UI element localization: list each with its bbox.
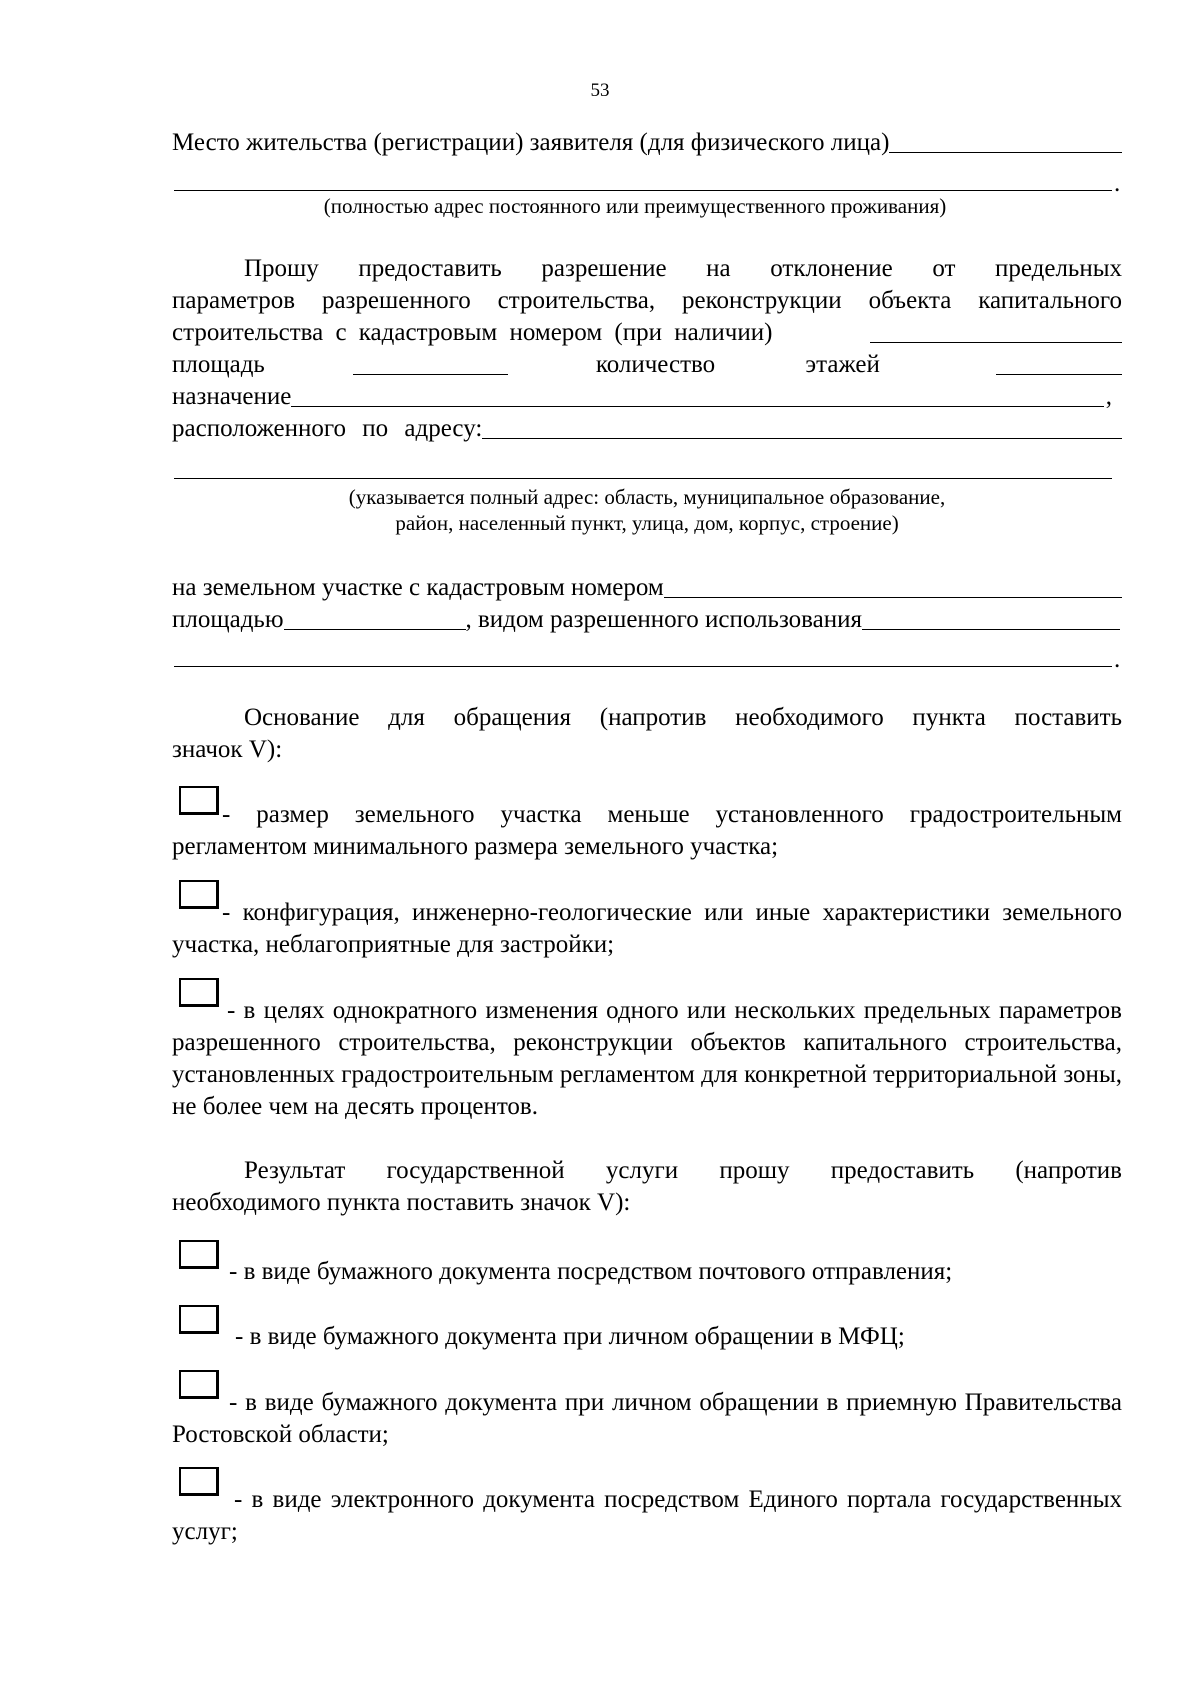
address-caption-2: район, населенный пункт, улица, дом, корпус, строение) [395, 511, 899, 535]
result-checkbox-1[interactable] [179, 1240, 219, 1269]
address-line-2[interactable] [174, 478, 1112, 479]
address-blank[interactable] [482, 418, 1122, 439]
basis-option-2 [172, 897, 1122, 961]
area-floors-row [172, 350, 1122, 380]
result-option-4-text: - в виде электронного документа посредством Единого портала государственных услуг; [172, 1486, 1122, 1545]
cadastral-object-label: строительства с кадастровым номером (при наличии) [172, 319, 773, 346]
residence-label: Место жительства (регистрации) заявителя (для физического лица) [172, 129, 890, 156]
land-cadastral-blank[interactable] [664, 577, 1122, 598]
land-use-line-2[interactable] [174, 666, 1112, 667]
request-line-2: параметров разрешенного строительства, реконструкции объекта капитального [172, 287, 1122, 314]
basis-option-2-text: - конфигурация, инженерно-геологические или иные характеристики земельного участка, неблагоприятные для застройки; [172, 899, 1122, 958]
floors-blank[interactable] [996, 354, 1122, 375]
land-cadastral-row [172, 573, 1122, 603]
result-option-3-text: - в виде бумажного документа при личном обращении в приемную Правительства Ростовской области; [172, 1389, 1122, 1448]
land-period: . [1114, 646, 1121, 673]
purpose-row [172, 382, 1122, 412]
floors-label: количество этажей [595, 351, 880, 378]
basis-option-3 [172, 995, 1122, 1123]
residence-line-2[interactable] [174, 190, 1112, 191]
cadastral-object-blank[interactable] [870, 322, 1122, 343]
result-option-3 [172, 1387, 1122, 1451]
residence-row [172, 128, 1122, 158]
result-option-4 [172, 1484, 1122, 1548]
residence-blank[interactable] [889, 132, 1122, 153]
purpose-label: назначение [172, 383, 292, 410]
located-label: расположенного по адресу: [172, 415, 483, 442]
land-use-label: , видом разрешенного использования [465, 606, 863, 633]
purpose-blank[interactable] [291, 386, 1103, 407]
land-area-label: площадью [172, 606, 284, 633]
basis-intro-1: Основание для обращения (напротив необходимого пункта поставить [244, 704, 1122, 731]
result-option-2-text: - в виде бумажного документа при личном обращении в МФЦ; [235, 1323, 905, 1350]
residence-period: . [1114, 170, 1121, 197]
basis-option-1 [172, 799, 1122, 863]
area-label: площадь [172, 351, 265, 378]
land-area-blank[interactable] [284, 609, 466, 630]
address-caption-1: (указывается полный адрес: область, муниципальное образование, [348, 485, 946, 509]
area-blank[interactable] [353, 354, 508, 375]
result-intro-1: Результат государственной услуги прошу предоставить (напротив [244, 1157, 1122, 1184]
request-line-1: Прошу предоставить разрешение на отклонение от предельных [244, 255, 1122, 282]
result-intro-2: необходимого пункта поставить значок V): [172, 1189, 631, 1216]
purpose-comma: , [1105, 383, 1112, 410]
basis-option-3-text: - в целях однократного изменения одного или нескольких предельных параметров разрешенного строительства, реконструкции объектов капитального строительства, установленных градостроительным регламентом для конкретной территориальной зоны, не более чем на десять процентов. [172, 997, 1122, 1120]
basis-intro-2: значок V): [172, 736, 283, 763]
located-row [172, 414, 1122, 444]
request-line-3 [172, 318, 1122, 348]
result-option-1-text: - в виде бумажного документа посредством почтового отправления; [229, 1258, 953, 1285]
land-use-blank[interactable] [862, 609, 1120, 630]
land-cadastral-label: на земельном участке с кадастровым номером [172, 574, 664, 601]
basis-option-1-text: - размер земельного участка меньше установленного градостроительным регламентом минимального размера земельного участка; [172, 801, 1122, 860]
page-number: 53 [590, 80, 610, 101]
residence-caption: (полностью адрес постоянного или преимущественного проживания) [323, 194, 947, 218]
result-checkbox-2[interactable] [179, 1305, 219, 1334]
land-area-row [172, 605, 1120, 635]
